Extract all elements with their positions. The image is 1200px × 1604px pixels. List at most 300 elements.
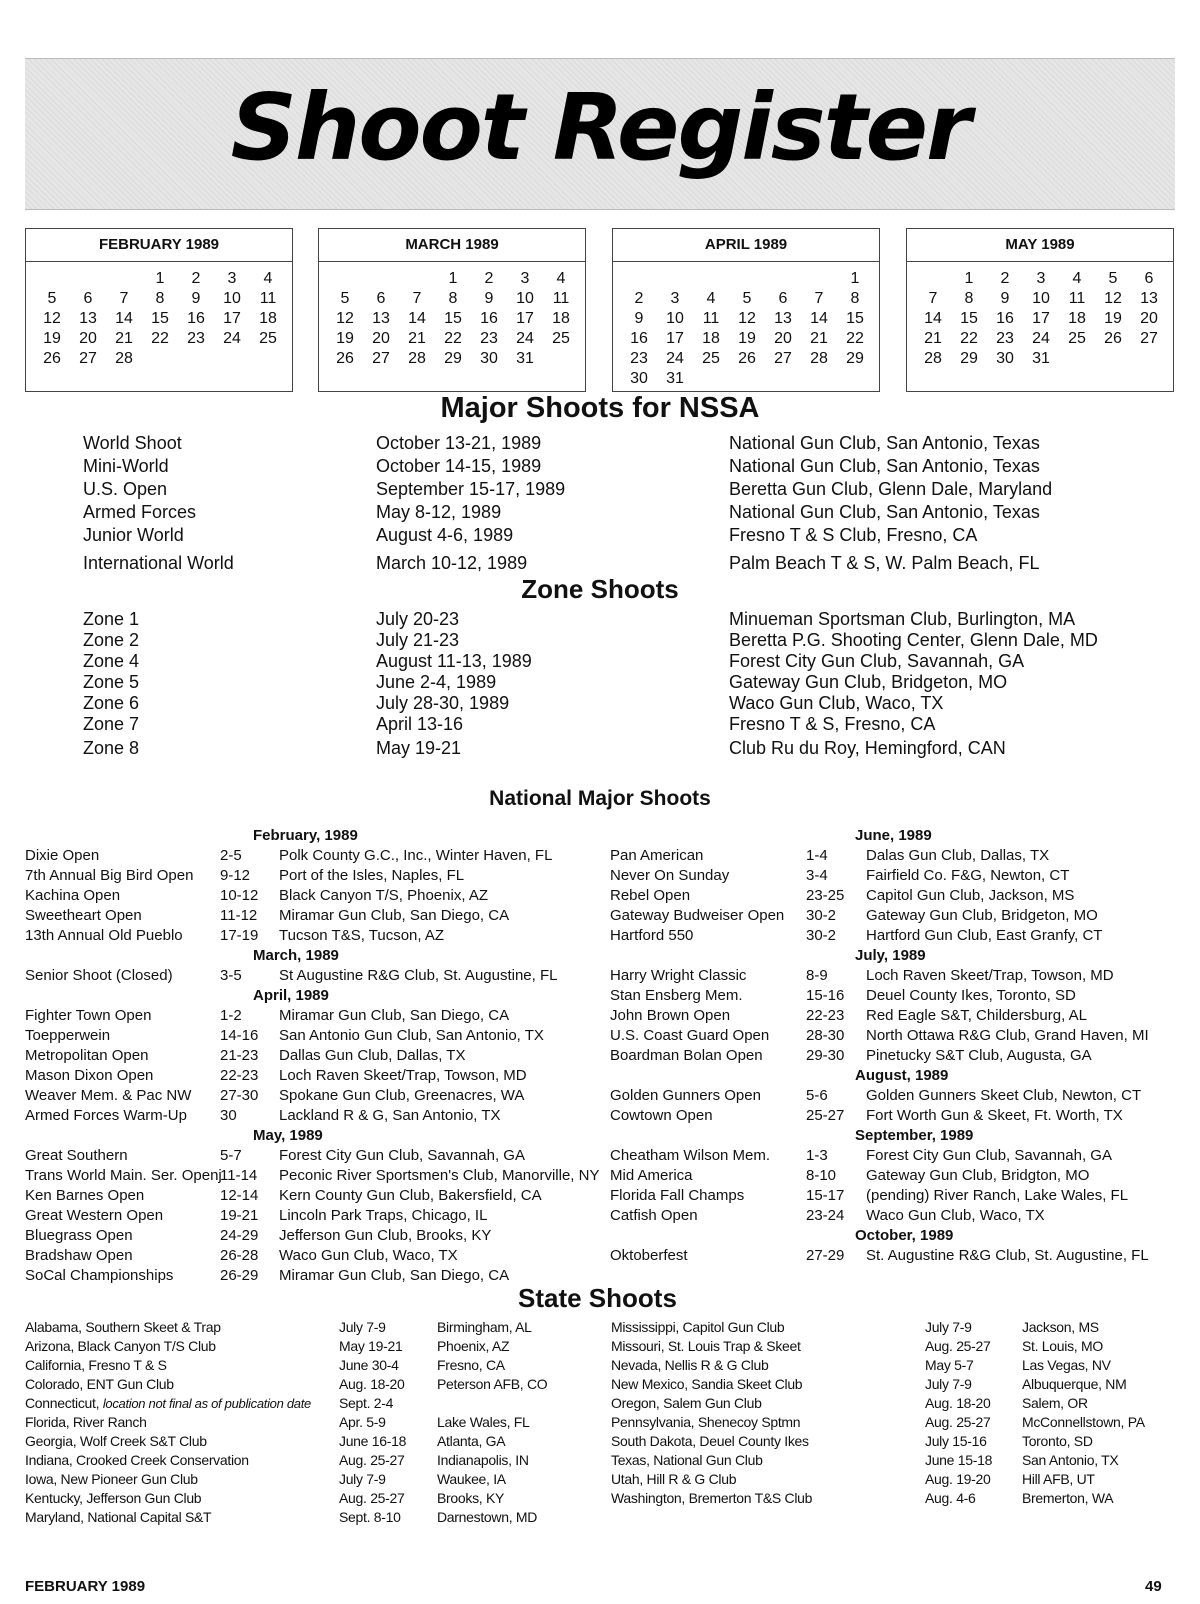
national-shoot-name: 7th Annual Big Bird Open xyxy=(25,867,194,884)
calendar-week xyxy=(915,289,1167,309)
zone-shoot-date: August 11-13, 1989 xyxy=(376,651,532,671)
state-shoot-club: Arizona, Black Canyon T/S Club xyxy=(25,1338,216,1354)
state-shoot-club: Kentucky, Jefferson Gun Club xyxy=(25,1490,202,1506)
national-shoot-name: 13th Annual Old Pueblo xyxy=(25,927,183,944)
calendar-day: 31 xyxy=(516,350,534,367)
calendar-day: 2 xyxy=(484,270,494,287)
calendar-day: 18 xyxy=(259,310,277,327)
calendar-day: 15 xyxy=(444,310,462,327)
national-shoot-name: Catfish Open xyxy=(610,1207,698,1224)
calendar-day: 21 xyxy=(115,330,133,347)
calendar-day xyxy=(1131,349,1167,369)
national-shoot-date: 1-3 xyxy=(806,1147,828,1164)
national-shoot-location: Pinetucky S&T Club, Augusta, GA xyxy=(866,1047,1092,1064)
national-shoot-location: Red Eagle S&T, Childersburg, AL xyxy=(866,1007,1087,1024)
calendar-day: 26 xyxy=(336,350,354,367)
calendar-day: 9 xyxy=(634,310,644,327)
national-shoot-location: Deuel County Ikes, Toronto, SD xyxy=(866,987,1076,1004)
calendar-week xyxy=(327,309,579,329)
calendar-day: 10 xyxy=(516,290,534,307)
state-shoot-location: Toronto, SD xyxy=(1022,1433,1093,1449)
national-shoot-name: Great Southern xyxy=(25,1147,128,1164)
national-shoot-name: Boardman Bolan Open xyxy=(610,1047,763,1064)
national-shoot-date: 26-29 xyxy=(220,1267,259,1284)
state-shoot-name xyxy=(25,1394,311,1413)
national-shoot-name: Stan Ensberg Mem. xyxy=(610,987,743,1004)
state-shoot-date: June 16-18 xyxy=(339,1433,407,1449)
calendar-day: 5 xyxy=(742,290,752,307)
national-month-heading: August, 1989 xyxy=(855,1067,949,1084)
state-shoot-club: Pennsylvania, Shenecoy Sptmn xyxy=(611,1414,801,1430)
calendar-day: 24 xyxy=(516,330,534,347)
national-shoot-location: Hartford Gun Club, East Granfy, CT xyxy=(866,927,1103,944)
state-shoot-location: Bremerton, WA xyxy=(1022,1490,1114,1506)
national-month-heading: April, 1989 xyxy=(253,987,329,1004)
calendar-day: 13 xyxy=(79,310,97,327)
state-shoot-date: July 7-9 xyxy=(925,1376,972,1392)
national-shoot-name: Dixie Open xyxy=(25,847,100,864)
calendar-day: 25 xyxy=(1068,330,1086,347)
state-shoot-date: Aug. 25-27 xyxy=(925,1338,991,1354)
zone-shoot-location: Forest City Gun Club, Savannah, GA xyxy=(729,651,1025,671)
national-shoot-name: Hartford 550 xyxy=(610,927,694,944)
major-shoot-location: National Gun Club, San Antonio, Texas xyxy=(729,433,1040,453)
calendar-day: 3 xyxy=(670,290,680,307)
calendar-day: 4 xyxy=(706,290,716,307)
state-shoot-location: Fresno, CA xyxy=(437,1357,505,1373)
state-shoot-date: Aug. 25-27 xyxy=(339,1490,405,1506)
national-shoot-date: 26-28 xyxy=(220,1247,259,1264)
calendar-week xyxy=(327,269,579,289)
national-shoot-location: Waco Gun Club, Waco, TX xyxy=(866,1207,1045,1224)
calendar-day: 27 xyxy=(372,350,390,367)
state-shoot-name xyxy=(25,1451,249,1470)
zone-shoot-name: Zone 5 xyxy=(83,672,140,692)
calendar-day: 14 xyxy=(810,310,828,327)
calendar-day: 18 xyxy=(1068,310,1086,327)
calendar-day xyxy=(801,369,837,389)
calendar-week xyxy=(34,329,286,349)
state-shoot-club: Indiana, Crooked Creek Conservation xyxy=(25,1452,249,1468)
calendar-day: 30 xyxy=(480,350,498,367)
national-shoot-name: Trans World Main. Ser. Openj xyxy=(25,1167,222,1184)
calendar-day: 29 xyxy=(444,350,462,367)
calendar-week xyxy=(915,349,1167,369)
national-shoot-location: Lincoln Park Traps, Chicago, IL xyxy=(279,1207,488,1224)
state-shoot-club: Connecticut, xyxy=(25,1395,103,1411)
major-shoot-date: August 4-6, 1989 xyxy=(376,525,514,545)
national-shoot-name: Cowtown Open xyxy=(610,1107,713,1124)
national-shoot-date: 24-29 xyxy=(220,1227,259,1244)
state-shoot-club: Iowa, New Pioneer Gun Club xyxy=(25,1471,198,1487)
calendar-day: 15 xyxy=(960,310,978,327)
title-banner xyxy=(25,58,1175,210)
calendar-day: 2 xyxy=(1000,270,1010,287)
state-shoot-club: Texas, National Gun Club xyxy=(611,1452,763,1468)
state-shoot-date: Sept. 2-4 xyxy=(339,1395,394,1411)
national-shoot-date: 23-24 xyxy=(806,1207,845,1224)
zone-shoot-date: July 20-23 xyxy=(376,609,460,629)
calendar-day: 10 xyxy=(666,310,684,327)
calendar-day: 10 xyxy=(1032,290,1050,307)
national-shoot-date: 17-19 xyxy=(220,927,259,944)
national-shoot-location: Polk County G.C., Inc., Winter Haven, FL xyxy=(279,847,553,864)
state-shoot-name xyxy=(25,1413,147,1432)
calendar-week xyxy=(34,309,286,329)
calendar-day: 10 xyxy=(223,290,241,307)
national-shoot-date: 27-30 xyxy=(220,1087,259,1104)
national-shoot-name: Bluegrass Open xyxy=(25,1227,133,1244)
major-shoot-date: March 10-12, 1989 xyxy=(376,553,528,573)
calendar-day: 15 xyxy=(846,310,864,327)
state-shoot-name xyxy=(611,1413,800,1432)
calendar-day: 4 xyxy=(263,270,273,287)
state-shoot-date: Sept. 8-10 xyxy=(339,1509,401,1525)
state-shoot-date: Aug. 25-27 xyxy=(925,1414,991,1430)
calendar-day: 28 xyxy=(115,350,133,367)
footer-issue: FEBRUARY 1989 xyxy=(25,1578,146,1595)
calendar-day: 5 xyxy=(47,290,57,307)
national-shoot-location: Tucson T&S, Tucson, AZ xyxy=(279,927,445,944)
national-shoot-location: San Antonio Gun Club, San Antonio, TX xyxy=(279,1027,544,1044)
calendar-day: 15 xyxy=(151,310,169,327)
calendar-day xyxy=(399,269,435,289)
calendar-day: 11 xyxy=(1068,290,1086,307)
national-shoot-date: 29-30 xyxy=(806,1047,845,1064)
major-shoot-location: National Gun Club, San Antonio, Texas xyxy=(729,456,1040,476)
state-shoot-location: Atlanta, GA xyxy=(437,1433,506,1449)
calendar-day: 26 xyxy=(738,350,756,367)
calendar-day: 2 xyxy=(191,270,201,287)
calendar-day: 1 xyxy=(964,270,974,287)
calendar-grid xyxy=(915,269,1167,369)
state-shoot-location: McConnellstown, PA xyxy=(1022,1414,1145,1430)
calendar-day: 30 xyxy=(630,370,648,387)
national-shoot-date: 15-16 xyxy=(806,987,845,1004)
major-shoots-heading: Major Shoots for NSSA xyxy=(440,392,760,424)
calendar-day: 2 xyxy=(634,290,644,307)
state-shoot-club: South Dakota, Deuel County Ikes xyxy=(611,1433,809,1449)
national-month-heading: March, 1989 xyxy=(253,947,339,964)
calendar-day: 11 xyxy=(259,290,277,307)
national-shoot-date: 22-23 xyxy=(806,1007,845,1024)
calendar-week xyxy=(327,329,579,349)
calendar-day: 17 xyxy=(516,310,534,327)
national-shoot-date: 15-17 xyxy=(806,1187,845,1204)
calendar-day: 19 xyxy=(738,330,756,347)
national-shoot-date: 19-21 xyxy=(220,1207,259,1224)
calendar-week xyxy=(621,269,873,289)
national-shoot-date: 9-12 xyxy=(220,867,251,884)
calendar-week xyxy=(621,329,873,349)
calendar-1 xyxy=(318,228,586,392)
state-shoot-location: Brooks, KY xyxy=(437,1490,505,1506)
calendar-day: 17 xyxy=(223,310,241,327)
state-shoot-date: May 5-7 xyxy=(925,1357,974,1373)
calendar-week xyxy=(327,289,579,309)
national-shoot-name: Fighter Town Open xyxy=(25,1007,152,1024)
national-shoot-date: 11-12 xyxy=(220,907,258,924)
calendar-week xyxy=(621,369,873,389)
state-shoot-date: Aug. 4-6 xyxy=(925,1490,976,1506)
state-shoot-name xyxy=(611,1489,812,1508)
calendar-day: 17 xyxy=(1032,310,1050,327)
zone-shoot-location: Fresno T & S, Fresno, CA xyxy=(729,714,936,734)
national-shoot-name: Mason Dixon Open xyxy=(25,1067,154,1084)
calendar-day: 3 xyxy=(227,270,237,287)
national-shoot-location: Miramar Gun Club, San Diego, CA xyxy=(279,1007,510,1024)
calendar-day xyxy=(693,369,729,389)
state-shoot-date: June 15-18 xyxy=(925,1452,993,1468)
national-shoot-name: Weaver Mem. & Pac NW xyxy=(25,1087,192,1104)
state-shoot-location: Las Vegas, NV xyxy=(1022,1357,1111,1373)
zone-shoot-location: Waco Gun Club, Waco, TX xyxy=(729,693,944,713)
national-shoot-date: 8-9 xyxy=(806,967,828,984)
national-shoot-name: Oktoberfest xyxy=(610,1247,688,1264)
state-shoot-date: July 7-9 xyxy=(925,1319,972,1335)
national-shoot-location: Spokane Gun Club, Greenacres, WA xyxy=(279,1087,525,1104)
calendar-day xyxy=(214,349,250,369)
calendar-day: 22 xyxy=(151,330,169,347)
state-shoot-name xyxy=(25,1508,211,1527)
calendar-day: 16 xyxy=(480,310,498,327)
national-shoot-date: 30 xyxy=(220,1107,237,1124)
state-shoot-name xyxy=(611,1470,736,1489)
zone-shoot-location: Gateway Gun Club, Bridgeton, MO xyxy=(729,672,1008,692)
state-shoot-name xyxy=(25,1356,167,1375)
national-month-heading: February, 1989 xyxy=(253,827,358,844)
calendar-day: 28 xyxy=(408,350,426,367)
calendar-day: 23 xyxy=(480,330,498,347)
national-shoot-location: (pending) River Ranch, Lake Wales, FL xyxy=(866,1187,1129,1204)
calendar-day xyxy=(1095,349,1131,369)
major-shoot-location: Fresno T & S Club, Fresno, CA xyxy=(729,525,978,545)
national-shoot-date: 28-30 xyxy=(806,1027,845,1044)
calendar-day: 24 xyxy=(1032,330,1050,347)
major-shoot-date: October 13-21, 1989 xyxy=(376,433,542,453)
zone-shoot-name: Zone 8 xyxy=(83,738,140,758)
calendar-day xyxy=(178,349,214,369)
calendar-day xyxy=(801,269,837,289)
state-shoot-location: Darnestown, MD xyxy=(437,1509,538,1525)
calendar-month: APRIL 1989 xyxy=(613,229,879,262)
state-shoot-location: Jackson, MS xyxy=(1022,1319,1099,1335)
state-shoot-name xyxy=(25,1318,221,1337)
calendar-day: 26 xyxy=(43,350,61,367)
calendar-day xyxy=(250,349,286,369)
calendar-day: 18 xyxy=(552,310,570,327)
calendar-week xyxy=(34,289,286,309)
state-shoot-name xyxy=(25,1489,201,1508)
state-shoot-club: Oregon, Salem Gun Club xyxy=(611,1395,762,1411)
calendar-day: 22 xyxy=(444,330,462,347)
national-shoot-name: Armed Forces Warm-Up xyxy=(25,1107,187,1124)
calendar-week xyxy=(915,269,1167,289)
calendar-day: 19 xyxy=(43,330,61,347)
calendar-3 xyxy=(906,228,1174,392)
calendar-day xyxy=(1059,349,1095,369)
calendar-day: 6 xyxy=(83,290,93,307)
calendar-day xyxy=(70,269,106,289)
calendar-day xyxy=(106,269,142,289)
state-shoot-location: Peterson AFB, CO xyxy=(437,1376,548,1392)
zone-shoot-location: Minueman Sportsman Club, Burlington, MA xyxy=(729,609,1076,629)
state-shoot-club: Missouri, St. Louis Trap & Skeet xyxy=(611,1338,801,1354)
national-shoot-location: Dalas Gun Club, Dallas, TX xyxy=(866,847,1050,864)
state-shoot-date: July 7-9 xyxy=(339,1319,386,1335)
state-shoot-name xyxy=(611,1432,809,1451)
calendar-day: 28 xyxy=(924,350,942,367)
calendar-day: 13 xyxy=(1140,290,1158,307)
state-shoot-name xyxy=(611,1375,802,1394)
national-shoot-name: Pan American xyxy=(610,847,704,864)
national-shoot-name: Metropolitan Open xyxy=(25,1047,149,1064)
national-shoot-name: Cheatham Wilson Mem. xyxy=(610,1147,771,1164)
state-shoot-club: Colorado, ENT Gun Club xyxy=(25,1376,174,1392)
calendar-day: 21 xyxy=(408,330,426,347)
national-shoot-location: Black Canyon T/S, Phoenix, AZ xyxy=(279,887,488,904)
national-shoot-location: Dallas Gun Club, Dallas, TX xyxy=(279,1047,466,1064)
national-shoot-location: Loch Raven Skeet/Trap, Towson, MD xyxy=(279,1067,527,1084)
state-shoots-heading: State Shoots xyxy=(518,1283,677,1313)
state-shoot-name xyxy=(25,1337,216,1356)
calendar-day xyxy=(621,269,657,289)
calendar-day: 16 xyxy=(630,330,648,347)
calendar-day: 24 xyxy=(223,330,241,347)
state-shoot-location: St. Louis, MO xyxy=(1022,1338,1103,1354)
zone-shoot-date: June 2-4, 1989 xyxy=(376,672,497,692)
state-shoot-name xyxy=(611,1337,801,1356)
calendar-day: 1 xyxy=(155,270,165,287)
national-shoot-date: 1-2 xyxy=(220,1007,242,1024)
state-shoot-club: Maryland, National Capital S&T xyxy=(25,1509,212,1525)
national-shoot-date: 14-16 xyxy=(220,1027,259,1044)
major-shoot-name: Armed Forces xyxy=(83,502,197,522)
calendar-day: 3 xyxy=(1036,270,1046,287)
calendar-week xyxy=(915,329,1167,349)
national-shoot-date: 5-6 xyxy=(806,1087,828,1104)
national-shoot-date: 12-14 xyxy=(220,1187,259,1204)
state-shoot-date: Aug. 25-27 xyxy=(339,1452,405,1468)
zone-shoots-heading: Zone Shoots xyxy=(521,574,679,604)
calendar-day: 8 xyxy=(850,290,860,307)
state-shoot-location: San Antonio, TX xyxy=(1022,1452,1119,1468)
calendar-day: 9 xyxy=(484,290,494,307)
state-shoot-location: Birmingham, AL xyxy=(437,1319,532,1335)
page-number: 49 xyxy=(1145,1578,1162,1595)
national-shoot-location: Gateway Gun Club, Bridgeton, MO xyxy=(866,907,1098,924)
national-shoot-location: Peconic River Sportsmen's Club, Manorville, NY xyxy=(279,1167,600,1184)
national-major-shoots-heading: National Major Shoots xyxy=(489,787,711,810)
calendar-day: 21 xyxy=(810,330,828,347)
state-shoot-location: Lake Wales, FL xyxy=(437,1414,530,1430)
national-shoot-name: Florida Fall Champs xyxy=(610,1187,745,1204)
calendar-day: 12 xyxy=(1104,290,1122,307)
calendar-day: 14 xyxy=(408,310,426,327)
national-shoot-name: Senior Shoot (Closed) xyxy=(25,967,173,984)
calendar-day: 29 xyxy=(846,350,864,367)
national-shoot-location: Fairfield Co. F&G, Newton, CT xyxy=(866,867,1070,884)
zone-shoot-date: April 13-16 xyxy=(376,714,464,734)
state-shoot-club: Washington, Bremerton T&S Club xyxy=(611,1490,813,1506)
state-shoot-date: Aug. 18-20 xyxy=(339,1376,405,1392)
calendar-month: MAY 1989 xyxy=(907,229,1173,262)
calendar-month: FEBRUARY 1989 xyxy=(26,229,292,262)
calendar-day: 18 xyxy=(702,330,720,347)
national-shoot-date: 21-23 xyxy=(220,1047,259,1064)
calendar-day: 8 xyxy=(155,290,165,307)
calendar-day xyxy=(327,269,363,289)
state-shoot-name xyxy=(611,1451,763,1470)
calendar-day xyxy=(765,369,801,389)
calendar-day: 28 xyxy=(810,350,828,367)
calendar-day xyxy=(915,269,951,289)
calendar-day: 22 xyxy=(960,330,978,347)
state-shoot-date: July 15-16 xyxy=(925,1433,987,1449)
calendar-day: 6 xyxy=(1144,270,1154,287)
state-shoot-location: Albuquerque, NM xyxy=(1022,1376,1127,1392)
state-shoot-date: Aug. 18-20 xyxy=(925,1395,991,1411)
major-shoot-name: Junior World xyxy=(83,525,184,545)
calendar-day: 21 xyxy=(924,330,942,347)
calendar-2 xyxy=(612,228,880,392)
state-shoot-name xyxy=(25,1375,174,1394)
calendar-day: 25 xyxy=(552,330,570,347)
national-shoot-name: Golden Gunners Open xyxy=(610,1087,761,1104)
national-shoot-location: Capitol Gun Club, Jackson, MS xyxy=(866,887,1075,904)
calendar-day xyxy=(142,349,178,369)
state-shoot-location: Waukee, IA xyxy=(437,1471,506,1487)
zone-shoot-name: Zone 1 xyxy=(83,609,140,629)
state-shoot-name xyxy=(611,1318,784,1337)
national-shoot-location: Miramar Gun Club, San Diego, CA xyxy=(279,1267,510,1284)
calendar-day: 3 xyxy=(520,270,530,287)
national-shoot-location: Loch Raven Skeet/Trap, Towson, MD xyxy=(866,967,1114,984)
calendar-day: 24 xyxy=(666,350,684,367)
calendar-day: 1 xyxy=(448,270,458,287)
national-shoot-name: Toepperwein xyxy=(25,1027,111,1044)
calendar-week xyxy=(34,269,286,289)
state-shoot-note: location not final as of publication date xyxy=(102,1396,311,1411)
calendar-day: 25 xyxy=(259,330,277,347)
calendar-day: 4 xyxy=(1072,270,1082,287)
state-shoot-club: Mississippi, Capitol Gun Club xyxy=(611,1319,785,1335)
calendar-day: 4 xyxy=(556,270,566,287)
calendar-day: 8 xyxy=(964,290,974,307)
calendar-day xyxy=(729,269,765,289)
major-shoot-date: May 8-12, 1989 xyxy=(376,502,502,522)
zone-shoot-date: July 28-30, 1989 xyxy=(376,693,510,713)
national-shoot-location: Miramar Gun Club, San Diego, CA xyxy=(279,907,510,924)
national-shoot-name: John Brown Open xyxy=(610,1007,731,1024)
state-shoot-location: Phoenix, AZ xyxy=(437,1338,510,1354)
calendar-day: 23 xyxy=(187,330,205,347)
calendar-day: 9 xyxy=(1000,290,1010,307)
state-shoot-club: Georgia, Wolf Creek S&T Club xyxy=(25,1433,207,1449)
zone-shoot-location: Beretta P.G. Shooting Center, Glenn Dale, MD xyxy=(729,630,1098,650)
calendar-day xyxy=(837,369,873,389)
calendar-day: 14 xyxy=(924,310,942,327)
calendar-day: 22 xyxy=(846,330,864,347)
calendar-day xyxy=(657,269,693,289)
calendar-day: 12 xyxy=(43,310,61,327)
calendar-day: 9 xyxy=(191,290,201,307)
calendar-day: 19 xyxy=(1104,310,1122,327)
national-shoot-date: 1-4 xyxy=(806,847,828,864)
calendar-day: 20 xyxy=(774,330,792,347)
national-month-heading: September, 1989 xyxy=(855,1127,974,1144)
national-shoot-date: 5-7 xyxy=(220,1147,242,1164)
